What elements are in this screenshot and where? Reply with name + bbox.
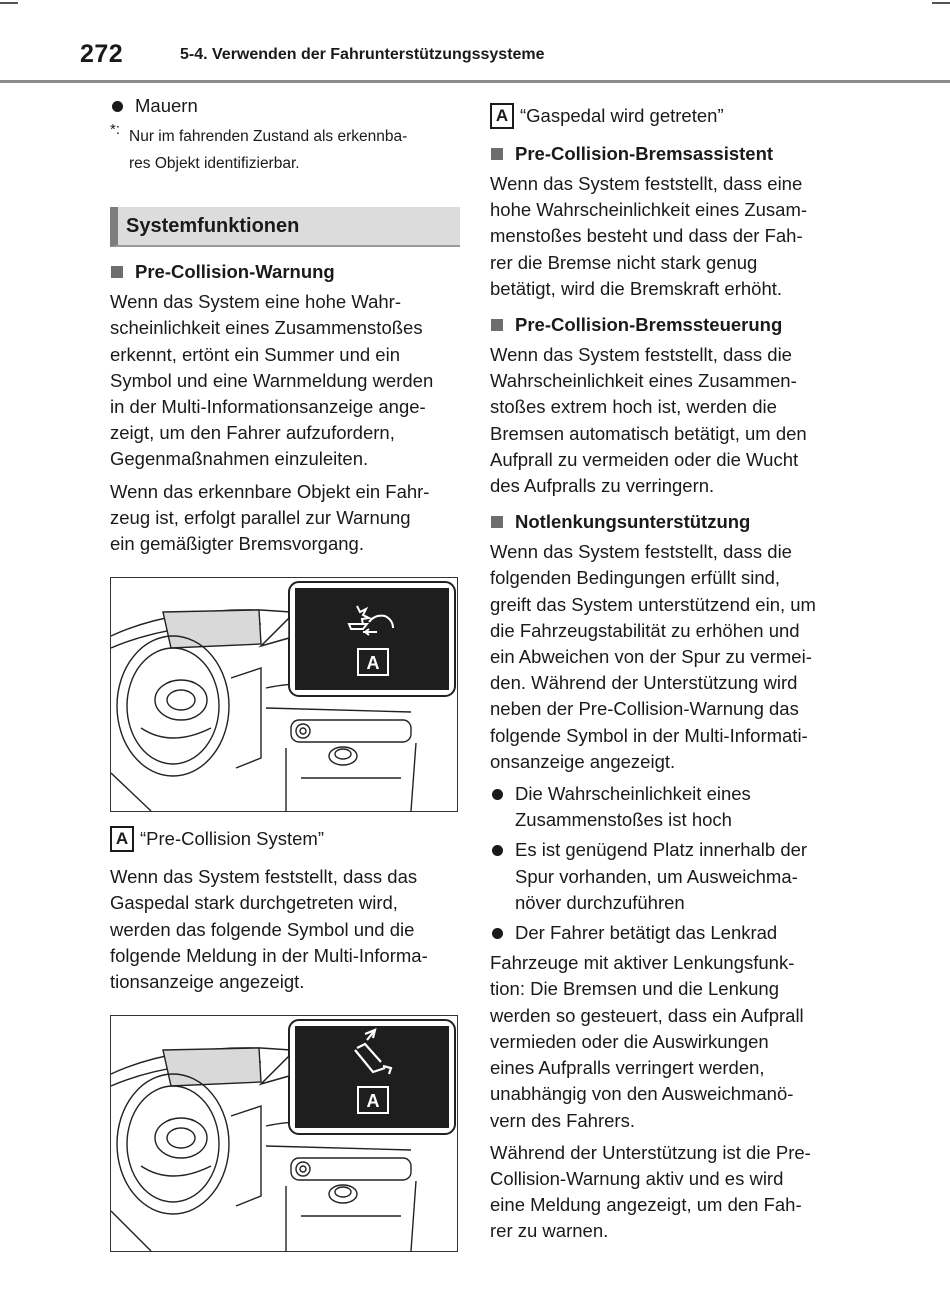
chapter-title: 5-4. Verwenden der Fahrunterstützungssysteme <box>180 46 545 63</box>
paragraph-gaspedal: Wenn das System feststellt, dass das Gaspedal stark durchgetreten wird, werden das folgende Symbol und die folgende Meldung in der Multi-Informa- tionsanzeige angezeigt. <box>110 866 428 993</box>
paragraph-warnung-2: Wenn das erkennbare Objekt ein Fahr- zeug ist, erfolgt parallel zur Warnung ein gemäßigter Bremsvorgang. <box>110 480 430 555</box>
bullet-dot <box>112 101 123 112</box>
bullet-dot <box>492 928 503 939</box>
square-bullet-icon <box>491 148 503 160</box>
subheading-bremsassistent: Pre-Collision-Bremsassistent <box>490 141 840 167</box>
paragraph-bremssteuerung: Wenn das System feststellt, dass die Wahrscheinlichkeit eines Zusammen- stoßes extrem hoch ist, werden die Bremsen automatisch betätigt, um den Aufprall zu vermeiden oder die Wucht des Aufpralls zu verringern. <box>490 344 807 497</box>
crop-mark-left <box>0 2 18 4</box>
dashboard-illustration-1 <box>110 577 458 812</box>
bullet-dot <box>492 845 503 856</box>
footnote-line: res Objekt identifizierbar. <box>129 155 300 173</box>
bullet-item-platz: Es ist genügend Platz innerhalb der Spur vorhanden, um Ausweichma- növer durchzuführen <box>490 837 840 916</box>
left-column <box>110 93 460 1252</box>
crop-mark-right <box>932 2 950 4</box>
footnote <box>110 123 460 177</box>
label-a-box: A <box>490 103 514 129</box>
paragraph-notlenkung: Wenn das System feststellt, dass die folgenden Bedingungen erfüllt sind, greift das System unterstützend ein, um die Fahrzeugstabilität zu erhöhen und ein Abweichen von der Spur zu vermei- den. Während der Unterstützung wird neben der Pre-Collision-Warnung das folgende Symbol in der Multi-Informati- onsanzeige angezeigt. <box>490 541 816 772</box>
paragraph-warnung-1: Wenn das System eine hohe Wahr- scheinlichkeit eines Zusammenstoßes erkennt, ertönt ein Summer und ein Symbol und eine Warnmeldung werden in der Multi-Informationsanzeige ange- zeigt, um den Fahrer aufzufordern, Gegenmaßnahmen einzuleiten. <box>110 291 434 470</box>
dashboard-illustration-2 <box>110 1015 458 1252</box>
label-a-box: A <box>110 826 134 852</box>
subheading-bremssteuerung: Pre-Collision-Bremssteuerung <box>490 312 840 338</box>
page-number: 272 <box>80 40 124 68</box>
bullet-item-wahrscheinlichkeit: Die Wahrscheinlichkeit eines Zusammenstoßes ist hoch <box>490 781 840 833</box>
figure1-label: A <box>366 653 380 674</box>
caption-gaspedal-wird-getreten: A “Gaspedal wird getreten” <box>490 103 840 129</box>
caption-pre-collision-system: A “Pre-Collision System” <box>110 826 460 852</box>
paragraph-bremsassistent: Wenn das System feststellt, dass eine hohe Wahrscheinlichkeit eines Zusam- menstoßes besteht und dass der Fah- rer die Bremse nicht stark genug betätigt, wird die Bremskraft erhöht. <box>490 173 808 299</box>
bullet-dot <box>492 789 503 800</box>
subheading-notlenkung: Notlenkungsunterstützung <box>490 509 840 535</box>
footnote-mark: *: <box>110 121 121 139</box>
dashboard-drawing <box>111 1016 457 1251</box>
right-column <box>490 103 840 1251</box>
paragraph-waehrend-unterstuetzung: Während der Unterstützung ist die Pre- Collision-Warnung aktiv und es wird eine Meldung angezeigt, um den Fah- rer zu warnen. <box>490 1141 811 1242</box>
section-title-systemfunktionen: Systemfunktionen <box>110 207 460 247</box>
subheading-pre-collision-warnung: Pre-Collision-Warnung <box>110 259 460 285</box>
footnote-line: Nur im fahrenden Zustand als erkennba- <box>129 128 408 146</box>
square-bullet-icon <box>491 516 503 528</box>
bullet-item-lenkrad: Der Fahrer betätigt das Lenkrad <box>490 920 840 946</box>
figure2-label: A <box>366 1091 380 1112</box>
square-bullet-icon <box>111 266 123 278</box>
paragraph-aktive-lenkung: Fahrzeuge mit aktiver Lenkungsfunk- tion: Die Bremsen und die Lenkung werden so gesteuert, dass ein Aufprall vermieden oder die Auswirkungen eines Aufpralls verringert werden, unabhängig von den Ausweichmanö- vern des Fahrers. <box>490 952 804 1131</box>
dashboard-drawing <box>111 578 457 811</box>
bullet-item-mauern: Mauern <box>110 93 460 119</box>
square-bullet-icon <box>491 319 503 331</box>
header-rule <box>0 80 950 83</box>
